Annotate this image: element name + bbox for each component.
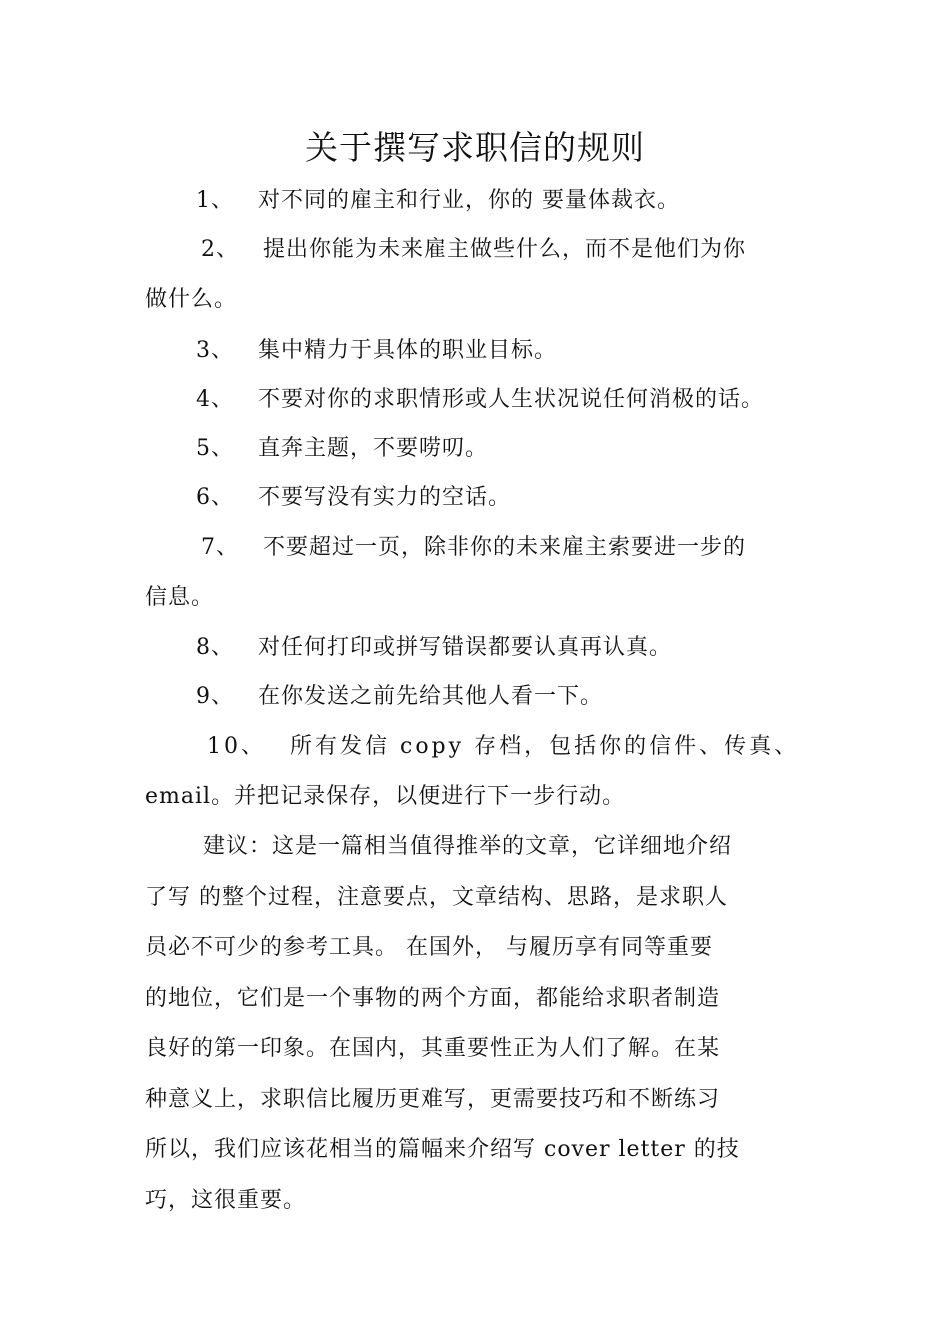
rule-item-3 <box>196 326 836 376</box>
rule-number: 8、 <box>196 635 234 660</box>
rule-number: 3、 <box>196 338 234 363</box>
advice-line: 所以，我们应该花相当的篇幅来介绍写 cover letter 的技 <box>145 1137 740 1162</box>
rule-item-10 <box>145 722 825 822</box>
rule-text: 直奔主题，不要唠叨。 <box>258 436 489 461</box>
rule-text: 不要对你的求职情形或人生状况说任何消极的话。 <box>258 387 765 412</box>
rule-item-8 <box>196 623 836 673</box>
rule-item-4 <box>196 375 836 425</box>
rule-text: 所有发信 copy 存档，包括你的信件、传真、 <box>290 734 800 759</box>
rule-item-7 <box>145 523 825 623</box>
rule-number: 2、 <box>201 237 239 262</box>
rule-number: 4、 <box>196 387 234 412</box>
rule-item-9 <box>196 672 836 722</box>
advice-line: 建议：这是一篇相当值得推举的文章，它详细地介绍 <box>203 834 733 859</box>
rule-text: 不要写没有实力的空话。 <box>258 485 512 510</box>
rule-text: 对任何打印或拼写错误都要认真再认真。 <box>258 635 673 660</box>
advice-line: 员必不可少的参考工具。 在国外， 与履历享有同等重要 <box>145 935 713 960</box>
rule-text: 对不同的雇主和行业，你的 要量体裁衣。 <box>258 188 680 213</box>
rule-item-6 <box>196 473 836 523</box>
advice-line: 良好的第一印象。在国内，其重要性正为人们了解。在某 <box>145 1036 721 1061</box>
rule-number: 5、 <box>196 436 234 461</box>
rule-text: 不要超过一页，除非你的未来雇主索要进一步的 <box>263 535 747 560</box>
rule-text: 在你发送之前先给其他人看一下。 <box>258 684 604 709</box>
rule-text-continued: email。并把记录保存，以便进行下一步行动。 <box>145 784 626 809</box>
rule-text: 提出你能为未来雇主做些什么，而不是他们为你 <box>263 237 747 262</box>
document-title: 关于撰写求职信的规则 <box>305 128 645 167</box>
advice-line: 的地位，它们是一个事物的两个方面，都能给求职者制造 <box>145 985 721 1011</box>
advice-line: 了写 的整个过程，注意要点，文章结构、思路，是求职人 <box>145 884 728 910</box>
rule-item-2 <box>145 225 825 325</box>
rule-text-continued: 做什么。 <box>145 287 238 312</box>
rule-text-continued: 信息。 <box>145 585 215 610</box>
rule-number: 6、 <box>196 485 234 510</box>
advice-paragraph <box>145 822 825 1226</box>
rule-number: 9、 <box>196 684 234 709</box>
rule-number: 1、 <box>196 188 234 213</box>
rule-text: 集中精力于具体的职业目标。 <box>258 338 558 363</box>
advice-line: 巧，这很重要。 <box>145 1187 307 1213</box>
rule-item-1 <box>196 176 836 226</box>
rule-number: 10、 <box>207 734 266 759</box>
advice-line: 种意义上，求职信比履历更难写，更需要技巧和不断练习 <box>145 1086 721 1112</box>
rule-number: 7、 <box>201 535 239 560</box>
rule-item-5 <box>196 424 836 474</box>
